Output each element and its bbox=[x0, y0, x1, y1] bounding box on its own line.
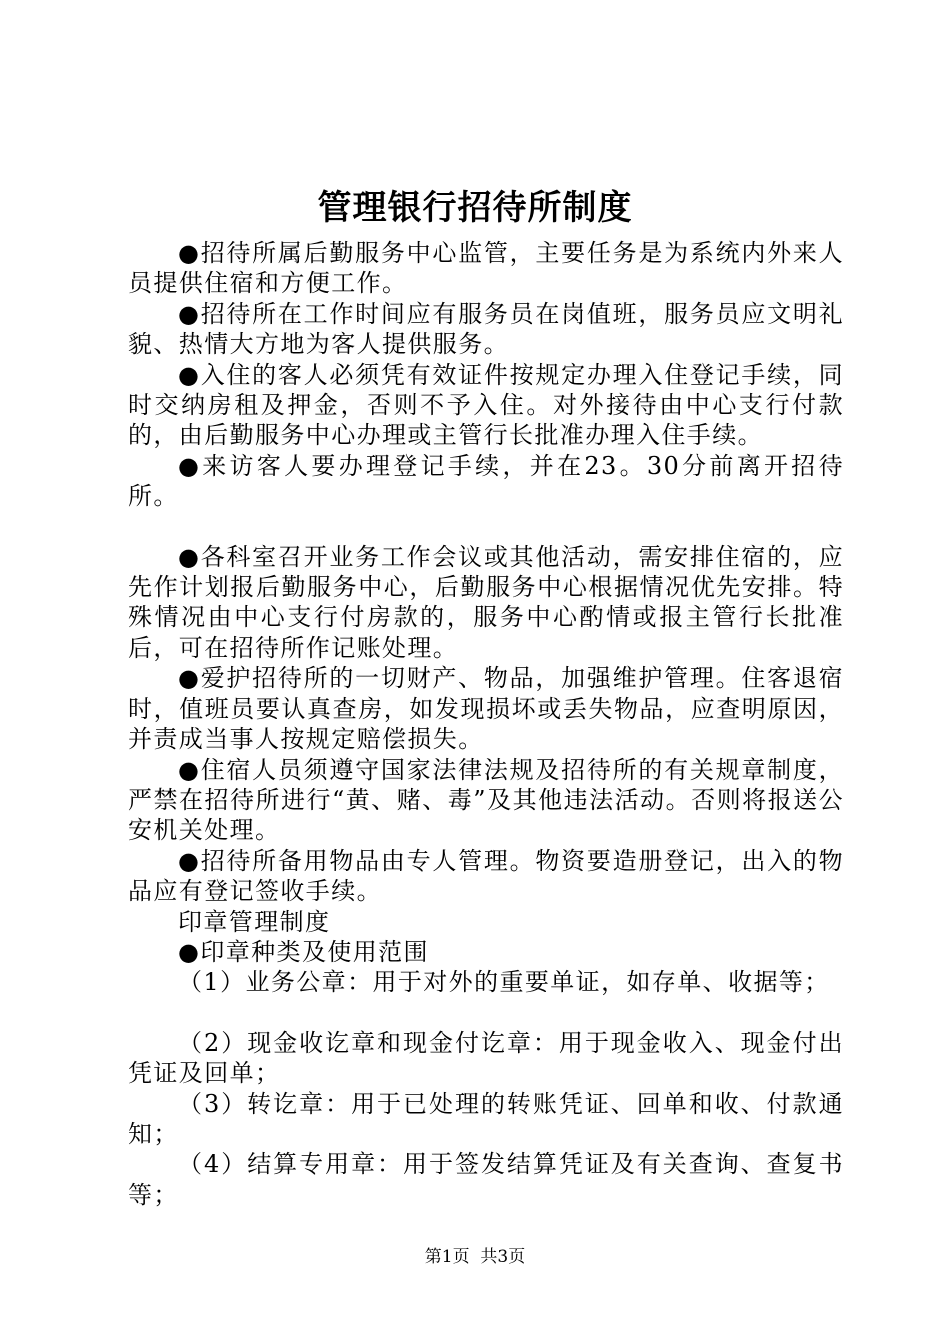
page-footer bbox=[0, 1246, 950, 1268]
paragraph: ●各科室召开业务工作会议或其他活动，需安排住宿的，应先作计划报后勤服务中心，后勤服务中心根据情况优先安排。特殊情况由中心支行付房款的，服务中心酌情或报主管行长批准后，可在招待所作记账处理。 bbox=[128, 542, 844, 662]
paragraph: ●入住的客人必须凭有效证件按规定办理入住登记手续，同时交纳房租及押金，否则不予入住。对外接待由中心支行付款的，由后勤服务中心办理或主管行长批准办理入住手续。 bbox=[128, 360, 844, 450]
paragraph: ●住宿人员须遵守国家法律法规及招待所的有关规章制度，严禁在招待所进行“黄、赌、毒”及其他违法活动。否则将报送公安机关处理。 bbox=[128, 755, 844, 845]
document-title: 管理银行招待所制度 bbox=[317, 188, 633, 228]
paragraph: ●招待所属后勤服务中心监管，主要任务是为系统内外来人员提供住宿和方便工作。 bbox=[128, 239, 844, 298]
paragraph-gap bbox=[128, 512, 844, 542]
paragraph: ●招待所在工作时间应有服务员在岗值班，服务员应文明礼貌、热情大方地为客人提供服务。 bbox=[128, 299, 844, 359]
paragraph: ●招待所备用物品由专人管理。物资要造册登记，出入的物品应有登记签收手续。 bbox=[128, 846, 844, 906]
list-item: （3）转讫章：用于已处理的转账凭证、回单和收、付款通知； bbox=[128, 1089, 844, 1148]
page-number: 第1页 共3页 bbox=[424, 1247, 526, 1267]
paragraph: ●印章种类及使用范围 bbox=[178, 937, 429, 966]
list-item: （4）结算专用章：用于签发结算凭证及有关查询、查复书等； bbox=[128, 1150, 844, 1209]
paragraph-gap bbox=[128, 998, 844, 1028]
section-heading: 印章管理制度 bbox=[178, 907, 331, 936]
list-item: （2）现金收讫章和现金付讫章：用于现金收入、现金付出凭证及回单； bbox=[128, 1028, 844, 1088]
paragraph: ●爱护招待所的一切财产、物品，加强维护管理。住客退宿时，值班员要认真查房，如发现损坏或丢失物品，应查明原因，并责成当事人按规定赔偿损失。 bbox=[128, 664, 844, 754]
list-item: （1）业务公章：用于对外的重要单证，如存单、收据等； bbox=[178, 968, 830, 997]
document-body bbox=[128, 238, 844, 1210]
paragraph: ●来访客人要办理登记手续，并在23。30分前离开招待所。 bbox=[128, 451, 844, 511]
